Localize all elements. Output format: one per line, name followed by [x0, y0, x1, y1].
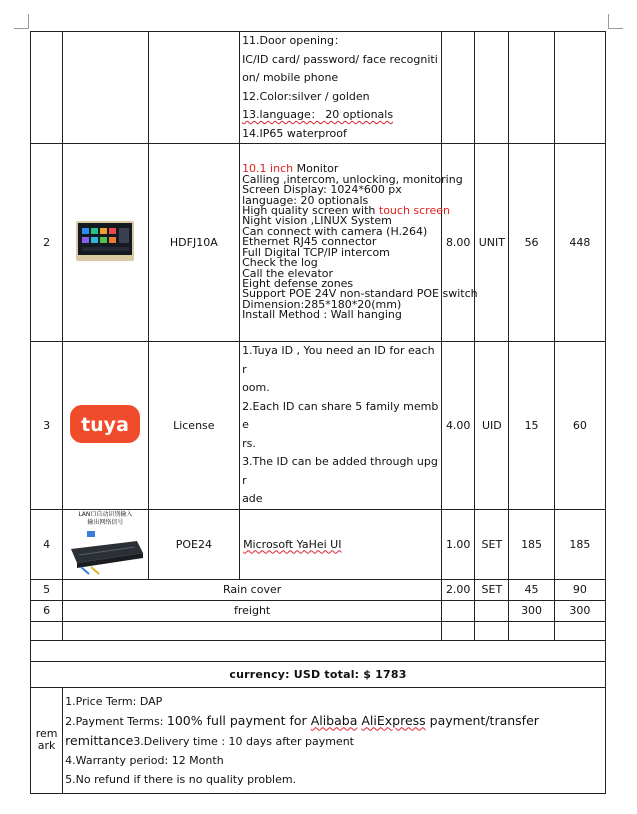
desc-line: 1.Tuya ID , You need an ID for each r [242, 344, 435, 376]
item-price: 45 [509, 579, 554, 600]
desc-line: language: 20 optionals [242, 193, 369, 207]
item-model: License [148, 342, 239, 510]
item-model: POE24 [148, 509, 239, 579]
item-unit: UID [475, 342, 509, 510]
item-unit: UNIT [475, 144, 509, 342]
svg-text:tuya: tuya [81, 413, 130, 436]
desc-line: rs. [242, 436, 256, 450]
desc-line: 11.Door opening： [242, 34, 345, 47]
item-number: 3 [31, 342, 63, 510]
product-image [63, 342, 148, 510]
item-amount: 185 [554, 509, 605, 579]
item-description [240, 32, 442, 144]
remark-row [31, 687, 606, 793]
table-row [31, 509, 606, 579]
item-description [240, 342, 442, 510]
item-number: 5 [31, 579, 63, 600]
desc-line: Eight defense zones [242, 276, 354, 290]
total-row [31, 661, 606, 687]
item-number: 4 [31, 509, 63, 579]
table-row [31, 32, 606, 144]
item-price: 15 [509, 342, 554, 510]
item-description [240, 509, 442, 579]
desc-line: ade [242, 492, 263, 505]
remark-content [63, 687, 606, 793]
desc-line: Can connect with camera (H.264) [242, 224, 428, 238]
table-row [31, 640, 606, 661]
product-image [63, 144, 148, 342]
image-caption: LAN口自动识别输入 [78, 510, 133, 518]
desc-line: 13.language： 20 optionals [242, 108, 394, 121]
desc-text: Microsoft YaHei UI [243, 537, 342, 551]
desc-line: Install Method : Wall hanging [242, 308, 402, 322]
remark-line: 5.No refund if there is no quality problem. [65, 772, 297, 786]
screen-size: 10.1 inch [242, 162, 294, 176]
poe-switch-image [65, 527, 145, 575]
item-amount: 90 [554, 579, 605, 600]
item-name: Rain cover [63, 579, 442, 600]
item-qty: 2.00 [442, 579, 475, 600]
desc-line: oom. [242, 381, 270, 394]
desc-line: Ethernet RJ45 connector [242, 235, 377, 249]
item-qty: 4.00 [442, 342, 475, 510]
item-amount: 448 [554, 144, 605, 342]
item-amount: 60 [554, 342, 605, 510]
item-price: 56 [509, 144, 554, 342]
table-row [31, 621, 606, 640]
page-corner-mark [608, 14, 623, 29]
item-unit: SET [475, 579, 509, 600]
item-number: 2 [31, 144, 63, 342]
desc-line: IC/ID card/ password/ face recogniti [242, 52, 438, 66]
item-price: 185 [509, 509, 554, 579]
desc-line: Call the elevator [242, 266, 334, 280]
item-unit: SET [475, 509, 509, 579]
item-model: HDFJ10A [148, 144, 239, 342]
desc-line: Dimension:285*180*20(mm) [242, 297, 402, 311]
image-caption: 输出网络信号 [87, 518, 124, 526]
desc-line: Night vision ,LINUX System [242, 214, 392, 228]
item-qty: 1.00 [442, 509, 475, 579]
item-amount: 300 [554, 600, 605, 621]
remark-line: remittance3.Delivery time : 10 days after payment [65, 732, 354, 748]
desc-line: on/ mobile phone [242, 71, 339, 84]
item-price: 300 [509, 600, 554, 621]
table-row [31, 579, 606, 600]
table-row [31, 144, 606, 342]
quotation-table [30, 31, 606, 794]
desc-line: Full Digital TCP/IP intercom [242, 245, 390, 259]
desc-line: Screen Display: 1024*600 px [242, 183, 402, 197]
desc-line: 3.The ID can be added through upgr [242, 455, 438, 487]
remark-line: 1.Price Term: DAP [65, 694, 163, 708]
desc-line: 12.Color:silver / golden [242, 89, 370, 103]
item-number: 6 [31, 600, 63, 621]
table-row [31, 342, 606, 510]
monitor-image [74, 219, 136, 263]
touch-screen-text: touch screen [378, 204, 450, 218]
item-qty: 8.00 [442, 144, 475, 342]
remark-line: 4.Warranty period: 12 Month [65, 753, 224, 767]
desc-line: Support POE 24V non-standard POE switch [242, 287, 478, 301]
remark-label: remark [31, 687, 63, 793]
tuya-logo [69, 404, 141, 444]
remark-line: 2.Payment Terms: 100% full payment for Alibaba AliExpress payment/transfer [65, 712, 539, 728]
desc-line: Calling ,intercom, unlocking, monitoring [242, 172, 463, 186]
desc-line: Check the log [242, 256, 318, 270]
desc-line: 2.Each ID can share 5 family membe [242, 399, 439, 431]
desc-text: Monitor [293, 162, 339, 176]
product-image [63, 509, 148, 579]
item-name: freight [63, 600, 442, 621]
table-row [31, 600, 606, 621]
page-corner-mark [14, 14, 29, 29]
desc-text: High quality screen with [242, 204, 379, 218]
total-amount: currency: USD total: $ 1783 [31, 661, 606, 687]
desc-line: 14.IP65 waterproof [242, 126, 347, 140]
